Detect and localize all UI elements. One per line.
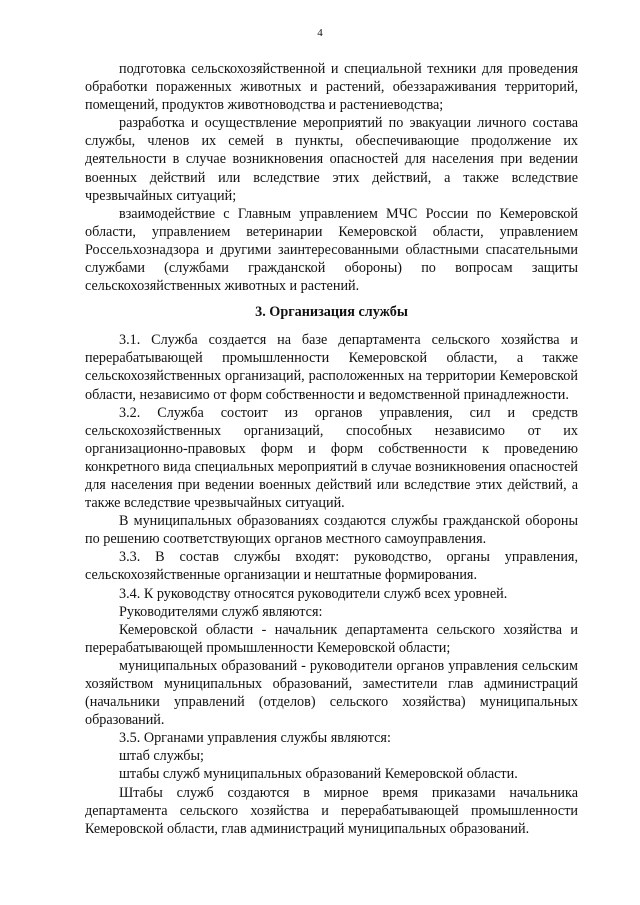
paragraph-3-5: 3.5. Органами управления службы являются: (119, 730, 391, 747)
section-heading: 3. Организация службы (255, 304, 408, 321)
paragraph-heads-intro: Руководителями служб являются: (119, 603, 323, 620)
paragraph-municipal-heads: муниципальных образований - руководители органов управления сельским хозяйством муниципальных образований, заместители глав администраций (начальники управлений (отделов) сельского хозяйства) муниципальных образований. (85, 657, 578, 729)
paragraph-3-4: 3.4. К руководству относятся руководители служб всех уровней. (119, 585, 508, 602)
paragraph-regional-head: Кемеровской области - начальник департамента сельского хозяйства и перерабатывающей промышленности Кемеровской области; (85, 621, 578, 656)
paragraph-service-hq: штаб службы; (119, 748, 204, 765)
paragraph-hq-creation: Штабы служб создаются в мирное время приказами начальника департамента сельского хозяйства и перерабатывающей промышленности Кемеровской области, глав администраций муниципальных образований. (85, 784, 578, 837)
paragraph-municipal-hq: штабы служб муниципальных образований Кемеровской области. (119, 766, 518, 783)
paragraph-evacuation: разработка и осуществление мероприятий по эвакуации личного состава службы, членов их семей в пункты, обеспечивающие продолжение их деятельности в случае возникновения опасностей для населения при ведении военных действий или вследствие этих действий, а также вследствие чрезвычайных ситуаций; (85, 115, 578, 204)
paragraph-3-3: 3.3. В состав службы входят: руководство, органы управления, сельскохозяйственные организации и нештатные формирования. (85, 549, 578, 584)
paragraph-3-1: 3.1. Служба создается на базе департамента сельского хозяйства и перерабатывающей промышленности Кемеровской области, а также сельскохозяйственных организаций, расположенных на территории Кемеровской области, независимо от форм собственности и ведомственной принадлежности. (85, 332, 578, 403)
page-number: 4 (317, 27, 323, 39)
paragraph-interaction: взаимодействие с Главным управлением МЧС России по Кемеровской области, управлением ветеринарии Кемеровской области, управлением Россельхознадзора и другими заинтересованными областными спасательными службами (службами гражданской обороны) по вопросам защиты сельскохозяйственных животных и растений. (85, 205, 578, 295)
document-body (85, 60, 578, 838)
paragraph-equipment-preparation: подготовка сельскохозяйственной и специальной техники для проведения обработки пораженных животных и растений, обеззараживания территорий, помещений, продуктов животноводства и растениеводства; (85, 61, 578, 114)
paragraph-municipal-services: В муниципальных образованиях создаются службы гражданской обороны по решению соответствующих органов местного самоуправления. (85, 513, 578, 548)
paragraph-3-2: 3.2. Служба состоит из органов управления, сил и средств сельскохозяйственных организаций, способных независимо от их организационно-правовых форм и форм собственности к проведению конкретного вида специальных мероприятий в случае возникновения опасностей для населения при ведении военных действий или вследствие этих действий, а также вследствие чрезвычайных ситуаций. (85, 404, 578, 512)
